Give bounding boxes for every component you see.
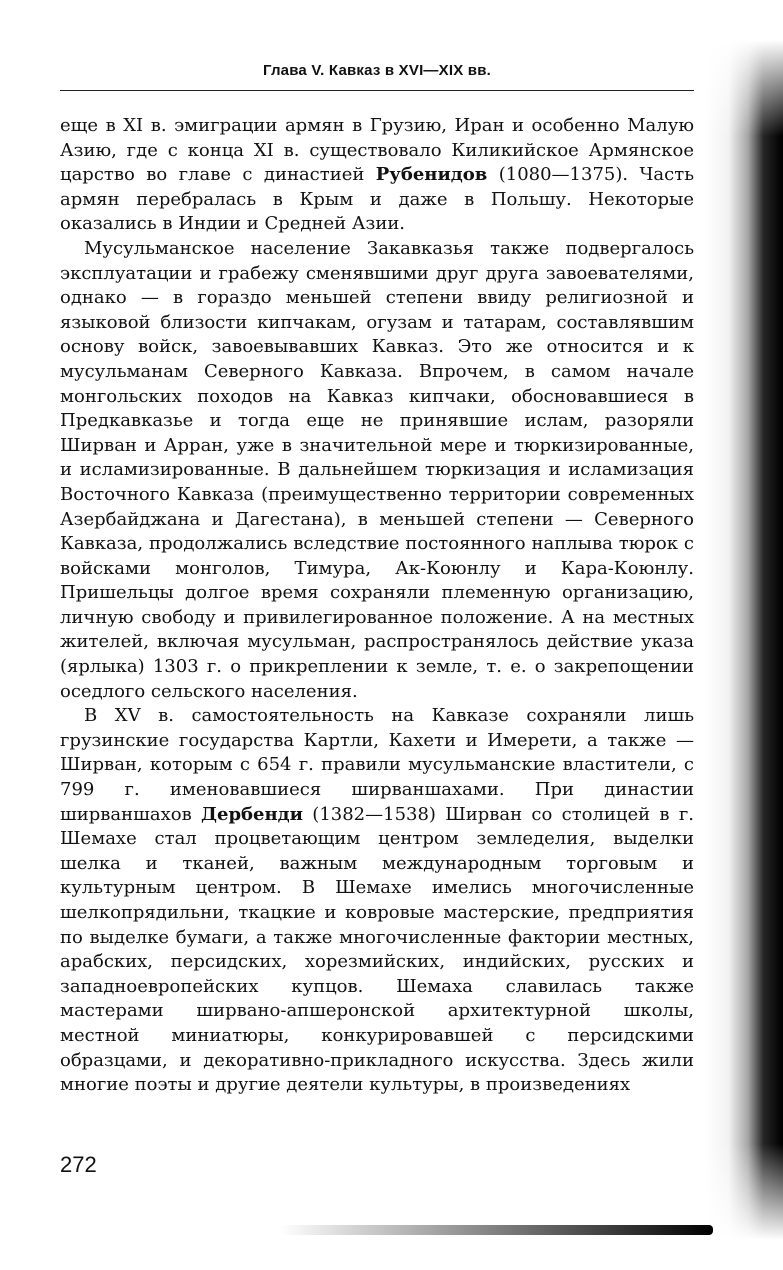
running-title: Глава V. Кавказ в XVI—XIX вв. [262, 62, 491, 79]
paragraph-2-text: Мусульманское население Закавказья также подвергалось эксплуатации и грабежу сменявшими друг друга завоевателями, однако — в гораздо меньшей степени ввиду религиозной и языковой близости кипчакам, огузам и татарам, составлявшим основу войск, завоевывавших Кавказ. Это же относится и к мусульманам Северного Кавказа. Впрочем, в самом начале монгольских походов на Кавказ кипчаки, обосновавшиеся в Предкавказье и тогда еще не принявшие ислам, разоряли Ширван и Арран, уже в значительной мере и тюркизированные, и исламизированные. В дальнейшем тюркизация и исламизация Восточного Кавказа (преимущественно территории современных Азербайджана и Дагестана), в меньшей степени — Северного Кавказа, продолжались вследствие постоянного наплыва тюрок с войсками монголов, Тимура, Ак-Коюнлу и Кара-Коюнлу. Пришельцы долгое время сохраняли племенную организацию, личную свободу и привилегированное положение. А на местных жителей, включая мусульман, распространялось действие указа (ярлыка) 1303 г. о прикреплении к земле, т. е. о закрепощении оседлого сельского населения. [60, 237, 694, 702]
paragraph-3-text-b: (1382—1538) Ширван со столицей в г. Шемахе стал процветающим центром земледелия, выделки шелка и тканей, важным международным торговым и культурным центром. В Шемахе имелись многочисленные шелкопрядильни, ткацкие и ковровые мастерские, предприятия по выделке бумаги, а также многочисленные фактории местных, арабских, персидских, хорезмийских, индийских, русских и западноевропейских купцов. Шемаха славилась также мастерами ширвано-апшеронской архитектурной школы, местной миниатюры, конкурировавшей с персидскими образцами, и декоративно-прикладного искусства. Здесь жили многие поэты и другие деятели культуры, в произведениях [60, 803, 694, 1096]
paragraph-1-text-a: еще в XI в. эмиграции армян в Грузию, Иран и особенно Малую Азию, где с конца XI в. существовало Киликийское Армянское царство во главе с династией [60, 115, 694, 186]
scan-shadow-edge [705, 40, 783, 1240]
paragraph-2 [60, 237, 694, 704]
paragraph-1-text-b: (1080—1375). Часть армян перебралась в Крым и даже в Польшу. Некоторые оказались в Индии и Средней Азии. [60, 164, 694, 235]
paragraph-3-bold-derbendi: Дербенди [200, 803, 304, 825]
paragraph-3-text-a: В XV в. самостоятельность на Кавказе сохраняли лишь грузинские государства Картли, Кахети и Имерети, а также — Ширван, которым с 654 г. правили мусульманские властители, с 799 г. именовавшиеся ширваншахами. При династии ширваншахов [60, 705, 694, 825]
paragraph-3 [60, 704, 694, 1098]
paragraph-1-bold-rubenids: Рубенидов [375, 164, 488, 186]
header-rule [60, 90, 694, 91]
paragraph-1 [60, 114, 694, 237]
body-text [60, 114, 694, 1098]
scan-shadow-bottom [280, 1225, 713, 1235]
page-number: 272 [60, 1152, 97, 1177]
